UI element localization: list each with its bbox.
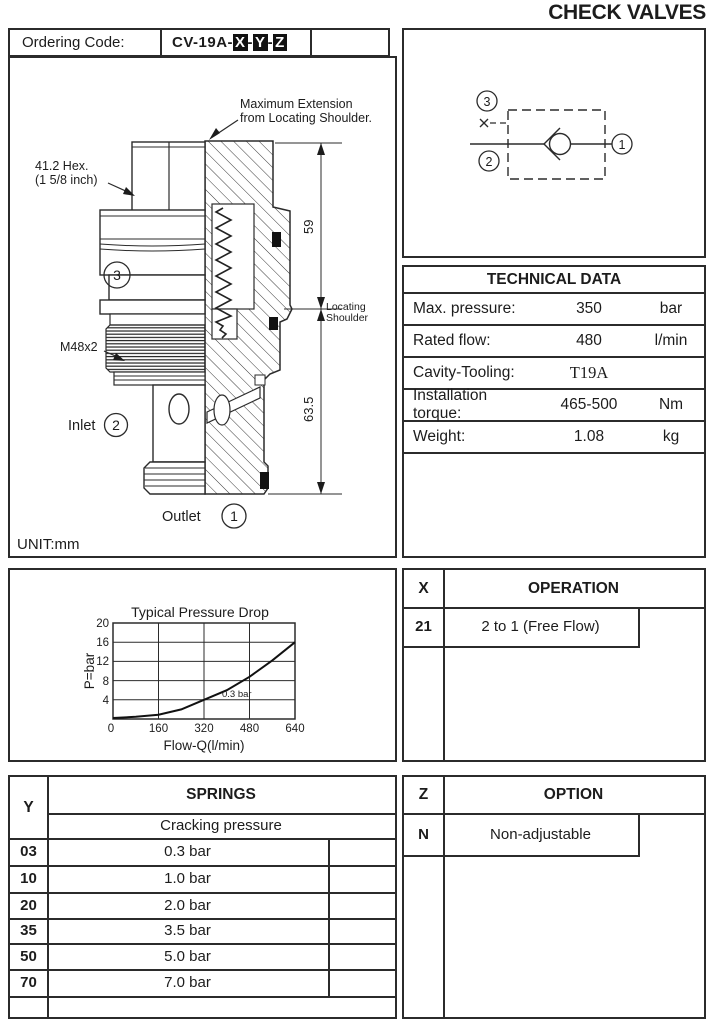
symbol-port2-number: 2 [485, 155, 493, 169]
operation-col-header: X [418, 579, 429, 597]
svg-text:4: 4 [102, 695, 109, 707]
symbol-port3-number: 3 [483, 95, 491, 109]
spring-row-code: 10 [20, 870, 37, 887]
dim-63-text: 63.5 [301, 396, 316, 422]
operation-box [402, 568, 706, 762]
svg-text:0: 0 [107, 723, 115, 735]
shoulder-ring [100, 300, 205, 314]
pressure-drop-chart [10, 570, 395, 760]
springs-cell-divider [328, 838, 330, 996]
oring-seal-lower [260, 472, 269, 489]
spring-row-code: 20 [20, 896, 37, 914]
code-prefix: CV-19A- [172, 34, 234, 51]
td-value: 465-500 [560, 396, 618, 413]
operation-title: OPERATION [528, 579, 619, 597]
ordering-code-label: Ordering Code: [22, 34, 125, 51]
td-unit: Nm [658, 396, 684, 413]
locating-shoulder-label-2: Shoulder [326, 312, 369, 324]
springs-col-header: Y [23, 798, 34, 816]
max-extension-label-1: Maximum Extension [240, 97, 353, 111]
option-cell-divider [638, 813, 640, 855]
arrow-63-bottom [317, 482, 325, 494]
ordering-code-value [160, 30, 310, 55]
y-tick-labels [96, 618, 109, 707]
arrow-59-top [317, 143, 325, 155]
code-dash-2: - [267, 34, 274, 51]
mid-band [109, 275, 205, 300]
svg-text:8: 8 [102, 676, 109, 688]
code-dash-1: - [247, 34, 254, 51]
thread-size-label: M48x2 [60, 340, 98, 354]
technical-data-title: TECHNICAL DATA [404, 267, 704, 294]
td-value: 480 [576, 332, 602, 349]
td-label: Max. pressure: [413, 300, 516, 317]
port3-number: 3 [113, 267, 121, 283]
table-row [404, 422, 704, 454]
technical-data-box [402, 265, 706, 558]
valve-drawing-box [8, 56, 397, 558]
arrow-63-top [317, 309, 325, 321]
td-label: Weight: [413, 428, 466, 445]
td-unit: l/min [654, 332, 688, 349]
td-value: T19A [569, 363, 609, 382]
option-col-header: Z [418, 786, 429, 803]
svg-text:480: 480 [239, 723, 260, 735]
code-z: Z [275, 34, 285, 51]
section-port-hole [214, 395, 230, 425]
operation-row-code: 21 [415, 618, 432, 635]
td-unit: kg [662, 428, 680, 445]
option-row-desc: Non-adjustable [490, 825, 591, 843]
curve-annotation: 0.3 bar [222, 689, 252, 700]
chart-title: Typical Pressure Drop [131, 604, 269, 620]
td-unit: bar [659, 300, 683, 317]
collar [100, 210, 205, 275]
operation-cell-divider [638, 607, 640, 646]
td-label: Cavity-Tooling: [413, 364, 515, 381]
seat-line-lower [544, 144, 560, 160]
port1-number: 1 [230, 508, 238, 524]
oring-seal-upper [272, 232, 281, 247]
table-row [404, 326, 704, 358]
x-axis-label: Flow-Q(l/min) [163, 738, 245, 753]
option-row-border [404, 855, 640, 857]
td-label: Rated flow: [413, 332, 491, 349]
x-tick-labels [108, 723, 305, 735]
table-row [404, 294, 704, 326]
svg-text:160: 160 [148, 723, 169, 735]
option-row-code: N [418, 825, 429, 843]
spring-row-value: 2.0 bar [164, 896, 211, 914]
spring-row-value: 1.0 bar [164, 870, 211, 887]
operation-row-border [404, 646, 640, 648]
external-thread [106, 325, 205, 372]
symbol-box [402, 28, 706, 258]
spring-row-code: 50 [20, 947, 37, 965]
svg-text:12: 12 [96, 656, 109, 668]
ordering-divider-2 [310, 30, 312, 55]
thread-runout [114, 372, 205, 385]
seat-line-upper [544, 128, 560, 144]
valve-cross-section-drawing [10, 58, 395, 556]
spring-row-code: 70 [20, 974, 37, 991]
option-box [402, 775, 706, 1019]
bottom-rings [144, 462, 205, 494]
oring-seal-middle [269, 317, 278, 330]
page-title: CHECK VALVES [548, 1, 706, 24]
max-extension-arrow [209, 128, 220, 140]
operation-row-desc: 2 to 1 (Free Flow) [481, 618, 600, 635]
code-x: X [235, 34, 246, 51]
hex-label-1: 41.2 Hex. [35, 159, 89, 173]
check-valve-symbol [404, 30, 704, 256]
spring-row-code: 35 [20, 922, 37, 939]
td-label: Installation torque: [413, 387, 488, 422]
port2-number: 2 [112, 417, 120, 433]
table-row [404, 358, 704, 390]
inlet-label: Inlet [68, 418, 96, 434]
ordering-code-box [8, 28, 390, 57]
svg-text:16: 16 [96, 637, 109, 649]
y-axis-label: P=bar [82, 652, 97, 690]
svg-text:640: 640 [285, 723, 305, 735]
springs-title: SPRINGS [186, 786, 256, 803]
locating-shoulder-label-1: Locating [326, 301, 366, 313]
code-y: Y [255, 34, 266, 51]
symbol-port1-number: 1 [618, 138, 626, 152]
poppet-ball [550, 134, 571, 155]
max-extension-label-2: from Locating Shoulder. [240, 111, 373, 125]
hex-label-2: (1 5/8 inch) [35, 173, 98, 187]
dim-59-text: 59 [301, 219, 316, 234]
svg-text:20: 20 [96, 618, 109, 630]
springs-row-border [10, 996, 395, 998]
grid-lines [113, 623, 295, 719]
spring-row-value: 3.5 bar [164, 922, 211, 939]
seal-pocket [255, 375, 265, 385]
table-row [404, 387, 704, 422]
thread-relief [110, 314, 205, 325]
td-value: 350 [576, 300, 602, 317]
springs-subtitle: Cracking pressure [160, 817, 282, 834]
inlet-port-hole [169, 394, 189, 424]
spring-row-code: 03 [20, 843, 37, 860]
td-value: 1.08 [573, 428, 605, 445]
svg-text:320: 320 [194, 723, 214, 735]
spring-row-value: 7.0 bar [164, 974, 211, 991]
spring-row-value: 5.0 bar [164, 947, 211, 965]
pressure-drop-chart-box [8, 568, 397, 762]
outlet-label: Outlet [162, 509, 201, 525]
springs-box [8, 775, 397, 1019]
unit-note: UNIT:mm [17, 536, 80, 553]
option-title: OPTION [543, 786, 604, 803]
spring-row-value: 0.3 bar [164, 843, 211, 860]
arrow-59-bottom [317, 297, 325, 309]
